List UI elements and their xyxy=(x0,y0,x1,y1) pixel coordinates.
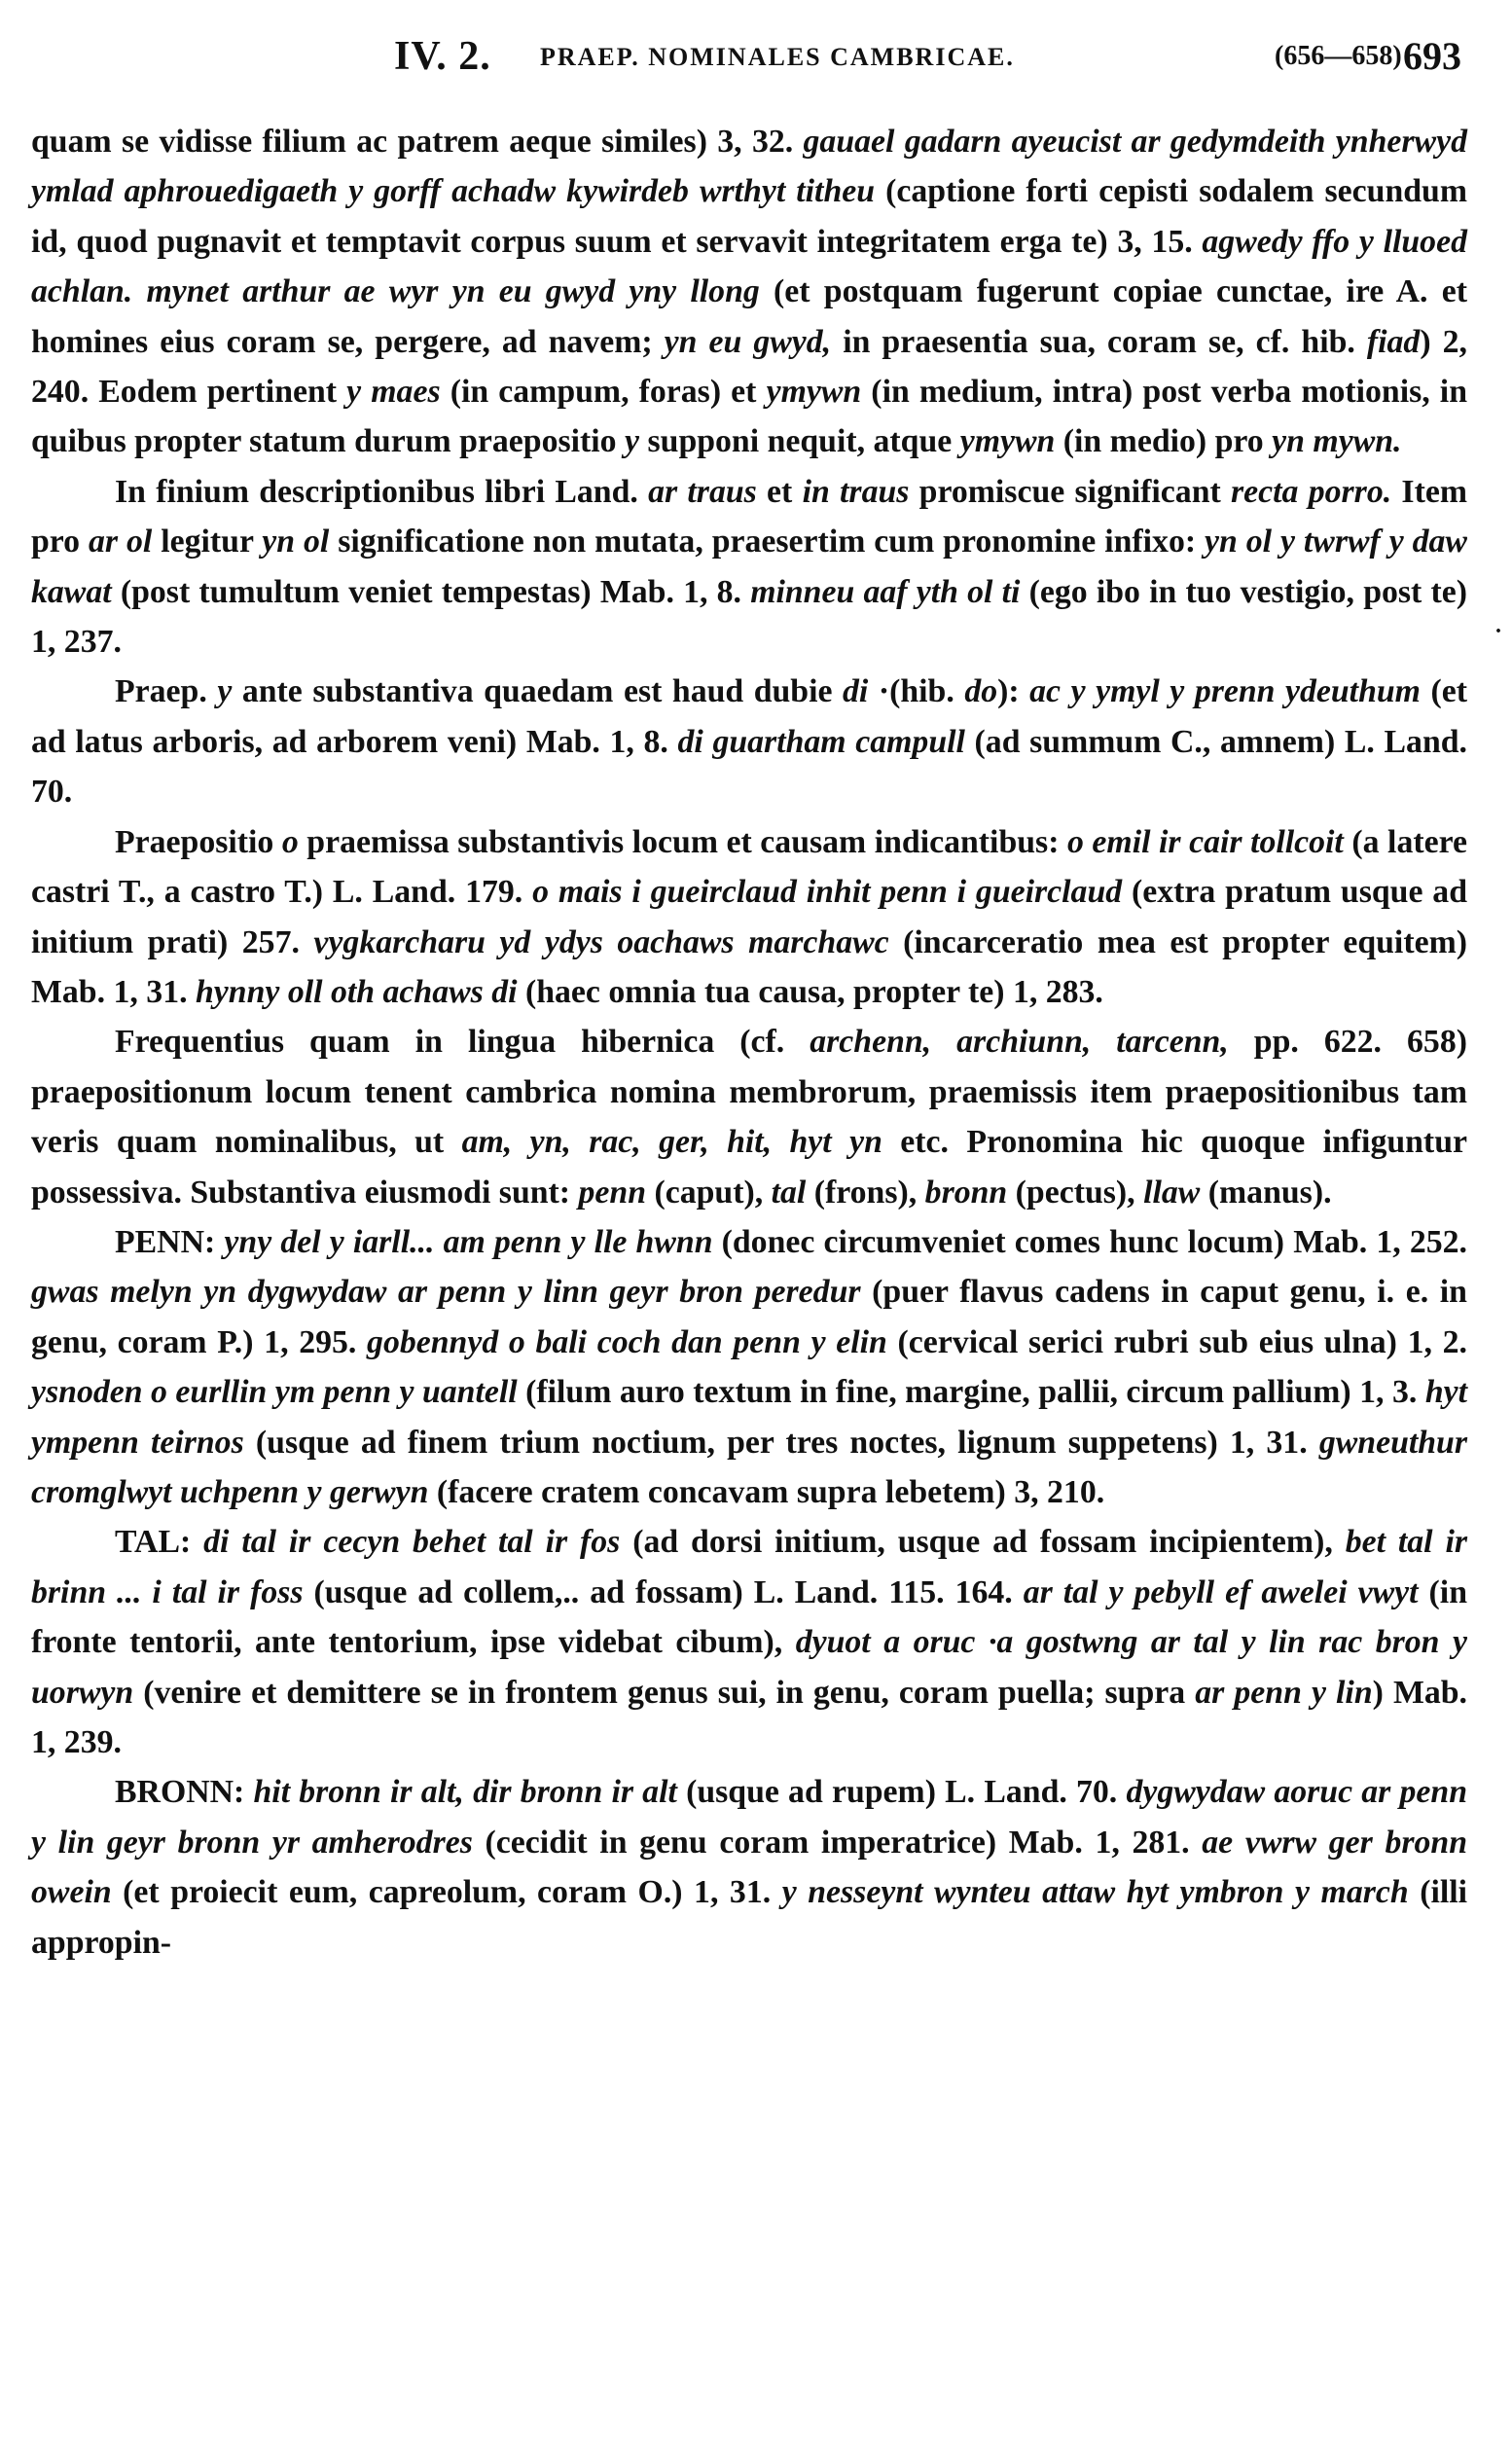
welsh-citation: do xyxy=(964,673,998,710)
welsh-citation: hynny oll oth achaws di xyxy=(196,973,518,1010)
welsh-citation: recta porro. xyxy=(1231,473,1392,510)
welsh-citation: gobennyd o bali coch dan penn y elin xyxy=(367,1323,887,1360)
latin-text: pp. 622. 658) praepositionum locum tenent cambrica nomina membrorum, praemissis item praepositionibus tam veris quam nominalibus, ut xyxy=(31,1024,1467,1161)
margin-mark: · xyxy=(1494,619,1503,644)
latin-text: (ad summum C., amnem) L. Land. 70. xyxy=(31,723,1467,811)
welsh-citation: bronn xyxy=(924,1174,1008,1211)
latin-text: quam se vidisse filium ac patrem aeque similes) 3, 32. xyxy=(31,124,804,160)
welsh-citation: minneu aaf yth ol ti xyxy=(750,573,1021,610)
latin-text: in praesentia sua, coram se, cf. hib. xyxy=(831,323,1367,360)
paragraph xyxy=(31,667,1467,816)
welsh-citation: yny del y iarll... am penn y lle hwnn xyxy=(224,1223,713,1260)
latin-text: (caput), xyxy=(646,1174,772,1211)
latin-text: (et postquam fugerunt copiae cunctae, ire A. et homines eius coram se, pergere, ad navem; xyxy=(31,273,1467,360)
welsh-citation: ar ol xyxy=(89,524,153,560)
welsh-citation: dygwydaw aoruc ar penn y lin geyr bronn yr amherodres xyxy=(31,1774,1468,1861)
latin-text: (filum auro textum in fine, margine, pallii, circum pallium) 1, 3. xyxy=(517,1374,1425,1411)
section-number: IV. 2. xyxy=(394,34,491,79)
welsh-citation: dyuot a oruc ·a gostwng ar tal y lin rac bron y uorwyn xyxy=(31,1624,1467,1711)
welsh-citation: in traus xyxy=(802,473,910,510)
welsh-citation: ar traus xyxy=(648,473,757,510)
latin-text: significatione non mutata, praesertim cum pronomine infixo: xyxy=(329,524,1206,560)
latin-text: (facere cratem concavam supra lebetem) 3, 210. xyxy=(428,1473,1105,1510)
welsh-citation: o xyxy=(281,823,299,860)
latin-text: Item pro xyxy=(31,473,1467,560)
welsh-citation: vygkarcharu yd ydys oachaws marchawc xyxy=(313,923,889,960)
latin-text: In finium descriptionibus libri Land. xyxy=(115,473,649,510)
latin-text: (frons), xyxy=(806,1174,925,1211)
latin-text: (in campum, foras) et xyxy=(440,374,767,411)
latin-text: (haec omnia tua causa, propter te) 1, 283. xyxy=(517,973,1103,1010)
paragraph xyxy=(31,817,1467,1018)
welsh-citation: bet tal ir brinn ... i tal ir foss xyxy=(31,1524,1467,1610)
latin-text: (ad dorsi initium, usque ad fossam incipientem), xyxy=(620,1524,1346,1561)
latin-text: (ego ibo in tuo vestigio, post te) 1, 237. xyxy=(31,573,1468,661)
latin-text: ): xyxy=(997,673,1030,710)
paragraph xyxy=(31,467,1467,668)
latin-text: (usque ad rupem) L. Land. 70. xyxy=(676,1774,1127,1811)
latin-text: (illi appropin- xyxy=(31,1874,1468,1961)
welsh-citation: y nesseynt wynteu attaw hyt ymbron y march xyxy=(781,1874,1409,1911)
latin-text: et xyxy=(756,473,803,510)
welsh-citation: ar tal y pebyll ef awelei vwyt xyxy=(1023,1573,1419,1610)
latin-text: (et ad latus arboris, ad arborem veni) Mab. 1, 8. xyxy=(31,673,1467,760)
latin-text: (in medium, intra) post verba motionis, in quibus propter statum durum praepositio xyxy=(31,374,1467,460)
page-number: 693 xyxy=(1403,34,1461,78)
latin-text: ) 2, 240. Eodem pertinent xyxy=(31,323,1467,411)
paragraph xyxy=(31,117,1467,467)
latin-text: (post tumultum veniet tempestas) Mab. 1, 8. xyxy=(111,573,751,610)
latin-text: (venire et demittere se in frontem genus sui, in genu, coram puella; supra xyxy=(133,1674,1196,1711)
latin-text: legitur xyxy=(152,524,263,560)
latin-text: Praepositio xyxy=(115,823,282,860)
welsh-citation: ar penn y lin xyxy=(1195,1674,1373,1711)
welsh-citation: llaw xyxy=(1143,1174,1201,1211)
welsh-citation: ymywn xyxy=(766,374,862,411)
welsh-citation: yn eu gwyd, xyxy=(664,323,832,360)
latin-text: (incarceratio mea est propter equitem) Mab. 1, 31. xyxy=(31,923,1467,1010)
welsh-citation: o mais i gueirclaud inhit penn i gueirclaud xyxy=(532,874,1123,911)
latin-text: (in medio) pro xyxy=(1055,423,1273,460)
latin-text: ante substantiva quaedam est haud dubie xyxy=(232,673,844,710)
paragraph xyxy=(31,1217,1467,1517)
latin-text: (pectus), xyxy=(1007,1174,1144,1211)
welsh-citation: penn xyxy=(578,1174,647,1211)
latin-text: (a latere castri T., a castro T.) L. Land. 179. xyxy=(31,823,1467,911)
running-header xyxy=(394,33,1461,80)
welsh-citation: yn ol xyxy=(262,524,330,560)
welsh-citation: di xyxy=(843,673,869,710)
latin-text: (cecidit in genu coram imperatrice) Mab. 1, 281. xyxy=(472,1824,1203,1861)
body-text xyxy=(31,117,1467,1968)
welsh-citation: o emil ir cair tollcoit xyxy=(1066,823,1344,860)
latin-text: (et proiecit eum, capreolum, coram O.) 1, 31. xyxy=(111,1874,782,1911)
welsh-citation: y xyxy=(217,673,233,710)
latin-text: promiscue significant xyxy=(909,473,1232,510)
paragraph xyxy=(31,1017,1467,1217)
welsh-citation: tal xyxy=(771,1174,807,1211)
latin-text: (cervical serici rubri sub eius ulna) 1, 2. xyxy=(886,1323,1467,1360)
welsh-citation: archenn, archiunn, tarcenn, xyxy=(810,1024,1229,1061)
welsh-citation: y xyxy=(625,423,640,460)
latin-text: supponi nequit, atque xyxy=(639,423,960,460)
latin-text: (extra pratum usque ad initium prati) 257. xyxy=(31,874,1468,960)
welsh-citation: gauael gadarn ayeucist ar gedymdeith ynherwyd ymlad aphrouedigaeth y gorff achadw kywirdeb wrthyt titheu xyxy=(31,124,1467,210)
welsh-citation: ysnoden o eurllin ym penn y uantell xyxy=(31,1374,518,1411)
welsh-citation: gwas melyn yn dygwydaw ar penn y linn geyr bron peredur xyxy=(31,1274,861,1311)
latin-text: PENN: xyxy=(115,1223,225,1260)
welsh-citation: fiad xyxy=(1366,323,1421,360)
running-title: PRAEP. NOMINALES CAMBRICAE. xyxy=(540,43,1015,71)
latin-text: (usque ad finem trium noctium, per tres noctes, lignum suppetens) 1, 31. xyxy=(243,1424,1319,1461)
welsh-citation: yn mywn. xyxy=(1272,423,1402,460)
latin-text: TAL: xyxy=(115,1524,204,1561)
latin-text: BRONN: xyxy=(115,1774,254,1811)
welsh-citation: di guartham campull xyxy=(677,723,965,760)
latin-text: (donec circumveniet comes hunc locum) Mab. 1, 252. xyxy=(712,1223,1467,1260)
latin-text: (manus). xyxy=(1200,1174,1332,1211)
welsh-citation: ae vwrw ger bronn owein xyxy=(31,1824,1468,1911)
latin-text: Praep. xyxy=(115,673,218,710)
welsh-citation: di tal ir cecyn behet tal ir fos xyxy=(203,1524,621,1561)
welsh-citation: yn ol y twrwf y daw kawat xyxy=(31,524,1467,610)
latin-text: ·(hib. xyxy=(868,673,965,710)
latin-text: etc. Pronomina hic quoque infiguntur possessiva. Substantiva eiusmodi sunt: xyxy=(31,1124,1467,1211)
welsh-citation: agwedy ffo y lluoed achlan. mynet arthur ae wyr yn eu gwyd yny llong xyxy=(31,223,1467,310)
welsh-citation: hit bronn ir alt, dir bronn ir alt xyxy=(253,1774,677,1811)
welsh-citation: gwneuthur cromglwyt uchpenn y gerwyn xyxy=(31,1424,1467,1510)
latin-text: (usque ad collem,.. ad fossam) L. Land. 115. 164. xyxy=(303,1573,1024,1610)
welsh-citation: ac y ymyl y prenn ydeuthum xyxy=(1029,673,1421,710)
latin-text: ) Mab. 1, 239. xyxy=(31,1674,1467,1760)
paragraph xyxy=(31,1767,1467,1968)
paragraph xyxy=(31,1517,1467,1767)
paragraph-range: (656—658) xyxy=(1275,41,1402,71)
welsh-citation: am, yn, rac, ger, hit, hyt yn xyxy=(461,1124,882,1161)
latin-text: (puer flavus cadens in caput genu, i. e. in genu, coram P.) 1, 295. xyxy=(31,1274,1467,1360)
welsh-citation: y maes xyxy=(346,374,441,411)
latin-text: (in fronte tentorii, ante tentorium, ipse videbat cibum), xyxy=(31,1573,1467,1661)
latin-text: praemissa substantivis locum et causam indicantibus: xyxy=(298,823,1067,860)
latin-text: Frequentius quam in lingua hibernica (cf. xyxy=(115,1024,810,1061)
welsh-citation: hyt ympenn teirnos xyxy=(31,1374,1467,1461)
latin-text: (captione forti cepisti sodalem secundum id, quod pugnavit et temptavit corpus suum et servavit integritatem erga te) 3, 15. xyxy=(31,173,1468,260)
welsh-citation: ymywn xyxy=(959,423,1056,460)
